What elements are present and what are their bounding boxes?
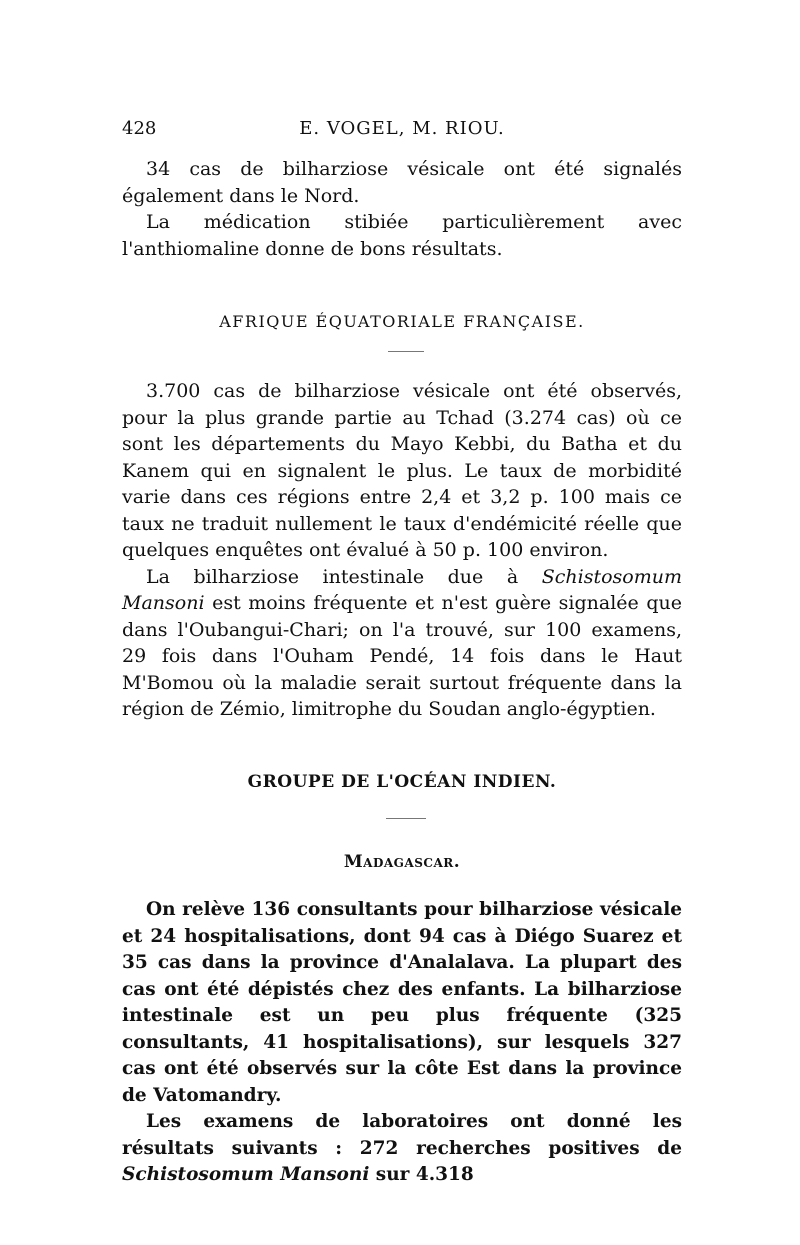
page-number: 428 <box>122 118 157 139</box>
species-name: Schistosomum Mansoni <box>122 565 682 614</box>
paragraph-intestinale-end: est moins fréquente et n'est guère signalée que dans l'Oubangui-Chari; on l'a trouvé, sur 100 examens, 29 fois dans l'Ouham Pendé, 14 fois dans le Haut M'Bomou où la maladie serait surtout fréquente dans la région de Zémio, limitrophe du Soudan anglo-égyptien. <box>122 592 682 720</box>
intro-text-block <box>122 156 682 262</box>
paragraph-laboratoires <box>122 1109 682 1189</box>
paragraph-laboratoires-end: sur 4.318 <box>369 1164 474 1185</box>
section-divider <box>388 351 424 352</box>
subsection-heading-madagascar: Madagascar. <box>343 852 461 872</box>
paragraph-intestinale <box>122 564 682 723</box>
paragraph-intestinale-start: La bilharziose intestinale due à <box>146 565 542 588</box>
paragraph-laboratoires-start: Les examens de laboratoires ont donné les résultats suivants : 272 recherches positives de <box>122 1111 682 1159</box>
section-heading-ocean-indien: GROUPE DE L'OCÉAN INDIEN. <box>247 772 557 792</box>
madagascar-text-block <box>122 897 682 1189</box>
paragraph-tchad: 3.700 cas de bilharziose vésicale ont été observés, pour la plus grande partie au Tchad (3.274 cas) où ce sont les départements du Mayo Kebbi, du Batha et du Kanem qui en signalent le plus. Le taux de morbidité varie dans ces régions entre 2,4 et 3,2 p. 100 mais ce taux ne traduit nullement le taux d'endémicité réelle que quelques enquêtes ont évalué à 50 p. 100 environ. <box>122 380 682 561</box>
afrique-text-block <box>122 378 682 723</box>
page-header <box>122 118 682 146</box>
paragraph-consultants: On relève 136 consultants pour bilharziose vésicale et 24 hospitalisations, dont 94 cas à Diégo Suarez et 35 cas dans la province d'Analalava. La plupart des cas ont été dépistés chez des enfants. La bilharziose intestinale est un peu plus fréquente (325 consultants, 41 hospitalisations), sur lesquels 327 cas ont été observés sur la côte Est dans la province de Vatomandry. <box>122 899 682 1106</box>
paragraph-medication: La médication stibiée particulièrement avec l'anthiomaline donne de bons résultats. <box>122 211 682 260</box>
section-heading-afrique: AFRIQUE ÉQUATORIALE FRANÇAISE. <box>219 312 585 331</box>
paragraph-bilharziose-nord: 34 cas de bilharziose vésicale ont été signalés également dans le Nord. <box>122 158 682 207</box>
running-title: E. VOGEL, M. RIOU. <box>299 118 505 139</box>
section-divider <box>386 818 426 819</box>
species-name: Schistosomum Mansoni <box>122 1164 370 1185</box>
